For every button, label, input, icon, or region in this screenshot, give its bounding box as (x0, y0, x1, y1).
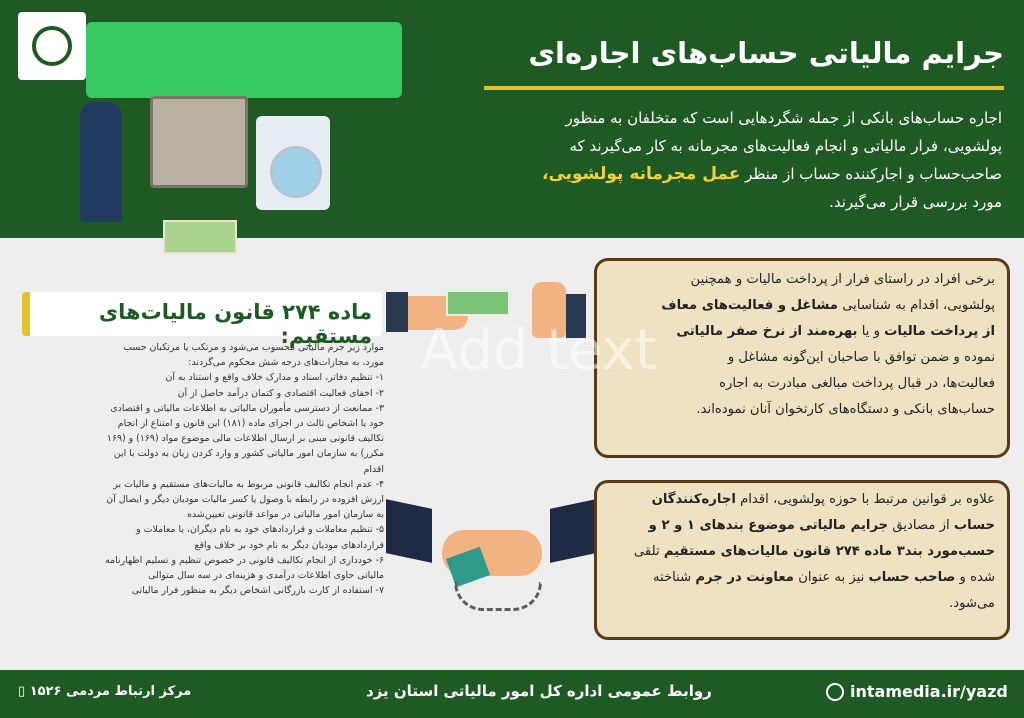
article-line: ۶- خودداری از انجام تکالیف قانونی در خصوص تنظیم و تسلیم اظهارنامه (105, 554, 384, 566)
info-box-penalty: علاوه بر قوانین مرتبط با حوزه پولشویی، اقدام اجاره‌کنندگان حساب از مصادیق جرایم مالیاتی موضوع بندهای ۱ و ۲ و حسب‌مورد بند۳ ماده ۲۷۴ قانون مالیات‌های مستقیم تلقی شده و صاحب حساب نیز به عنوان معاونت در جرم شناخته می‌شود. (594, 480, 1010, 640)
article-line: ۱- تنظیم دفاتر، اسناد و مدارک خلاف واقع و استناد به آن (165, 372, 384, 384)
washing-machine-icon (256, 116, 330, 210)
intro-text (382, 104, 1002, 216)
article-line: موارد زیر جرم مالیاتی محسوب می‌شود و مرتکب یا مرتکبان حسب (123, 342, 384, 353)
cash-icon (163, 220, 237, 254)
article-line: خود یا اشخاص ثالث در اجرای ماده (۱۸۱) این قانون و امتناع از انجام (117, 418, 384, 430)
article-line: ۳- ممانعت از دسترسی مأموران مالیاتی به اطلاعات مالیاتی و اقتصادی (110, 402, 384, 414)
title-underline (484, 86, 1004, 90)
article-line: قراردادهای مودیان دیگر به نام خود بر خلاف واقع (194, 539, 384, 551)
man-icon (80, 102, 122, 222)
article-line: اقدام (363, 463, 384, 475)
article-line: ۴- عدم انجام تکالیف قانونی مربوط به مالیات‌های مستقیم و مالیات بر (113, 478, 384, 490)
intro-line: پولشویی، فرار مالیاتی و انجام فعالیت‌های مجرمانه به کار می‌گیرند که (569, 137, 1002, 155)
article-line: ارزش افزوده در رابطه با وصول یا کسر مالیات مودیان دیگر و ایصال آن (106, 494, 384, 506)
article-line: مالیاتی حاوی اطلاعات درآمدی و هزینه‌ای در سه سال متوالی (148, 570, 384, 582)
watermark: Add text (420, 318, 657, 383)
section-title: ماده ۲۷۴ قانون مالیات‌های مستقیم: (22, 292, 382, 336)
article-line: ۵- تنظیم معاملات و قراردادهای خود به نام دیگران، یا معاملات و (136, 524, 384, 536)
article-line: ۷- استفاده از کارت بازرگانی اشخاص دیگر به منظور فرار مالیاتی (131, 585, 384, 597)
handcuffed-handshake-illustration (386, 500, 596, 620)
footer-bar (0, 670, 1024, 718)
phone-icon: ▯ (18, 684, 26, 699)
page-title: جرایم مالیاتی حساب‌های اجاره‌ای (528, 36, 1004, 70)
organization-logo (18, 12, 86, 80)
intro-line: مورد بررسی قرار می‌گیرند. (829, 193, 1002, 211)
article-line: به سازمان امور مالیاتی در مواعد قانونی تعیین‌شده (187, 509, 384, 521)
money-laundering-illustration (60, 92, 360, 252)
article-line: تکالیف قانونی مبنی بر ارسال اطلاعات مالی موضوع مواد (۱۶۹) و (۱۶۹ (106, 433, 384, 445)
header-banner (0, 0, 1024, 238)
article-line: مکرر) به سازمان امور مالیاتی کشور و وارد کردن زیان به دولت با این (113, 448, 384, 460)
intro-highlight: عمل مجرمانه پولشویی، (541, 164, 741, 184)
intro-line: صاحب‌حساب و اجارکننده حساب از منظر عمل مجرمانه پولشویی، (541, 164, 1002, 184)
article-line: ۲- اخفای فعالیت اقتصادی و کتمان درآمد حاصل از آن (177, 387, 384, 399)
info-box-renters: برخی افراد در راستای فرار از پرداخت مالیات و همچنین پولشویی، اقدام به شناسایی مشاغل و فعالیت‌های معاف از پرداخت مالیات و یا بهره‌مند از نرخ صفر مالیاتی نموده و ضمن توافق با صاحبان این‌گونه مشاغل و فعالیت‌ها، در قبال پرداخت مبالغی مبادرت به اجاره حساب‌های بانکی و دستگاه‌های کارتخوان آنان نموده‌اند. (594, 258, 1010, 458)
banknote-icon (446, 290, 510, 316)
redacted-block (86, 22, 402, 98)
safe-icon (150, 96, 248, 188)
intro-line: اجاره حساب‌های بانکی از جمله شگردهایی است که متخلفان به منظور (565, 109, 1002, 127)
website-link[interactable]: intamedia.ir/yazd (850, 682, 1008, 701)
handcuff-chain-icon (454, 582, 542, 611)
law-articles (22, 340, 384, 598)
hotline-text: مرکز ارتباط مردمی ۱۵۲۶ ▯ (18, 684, 192, 699)
article-line: مورد، به مجازات‌های درجه شش محکوم می‌گردند: (188, 357, 384, 369)
publisher-text: روابط عمومی اداره کل امور مالیاتی استان یزد (366, 682, 712, 700)
